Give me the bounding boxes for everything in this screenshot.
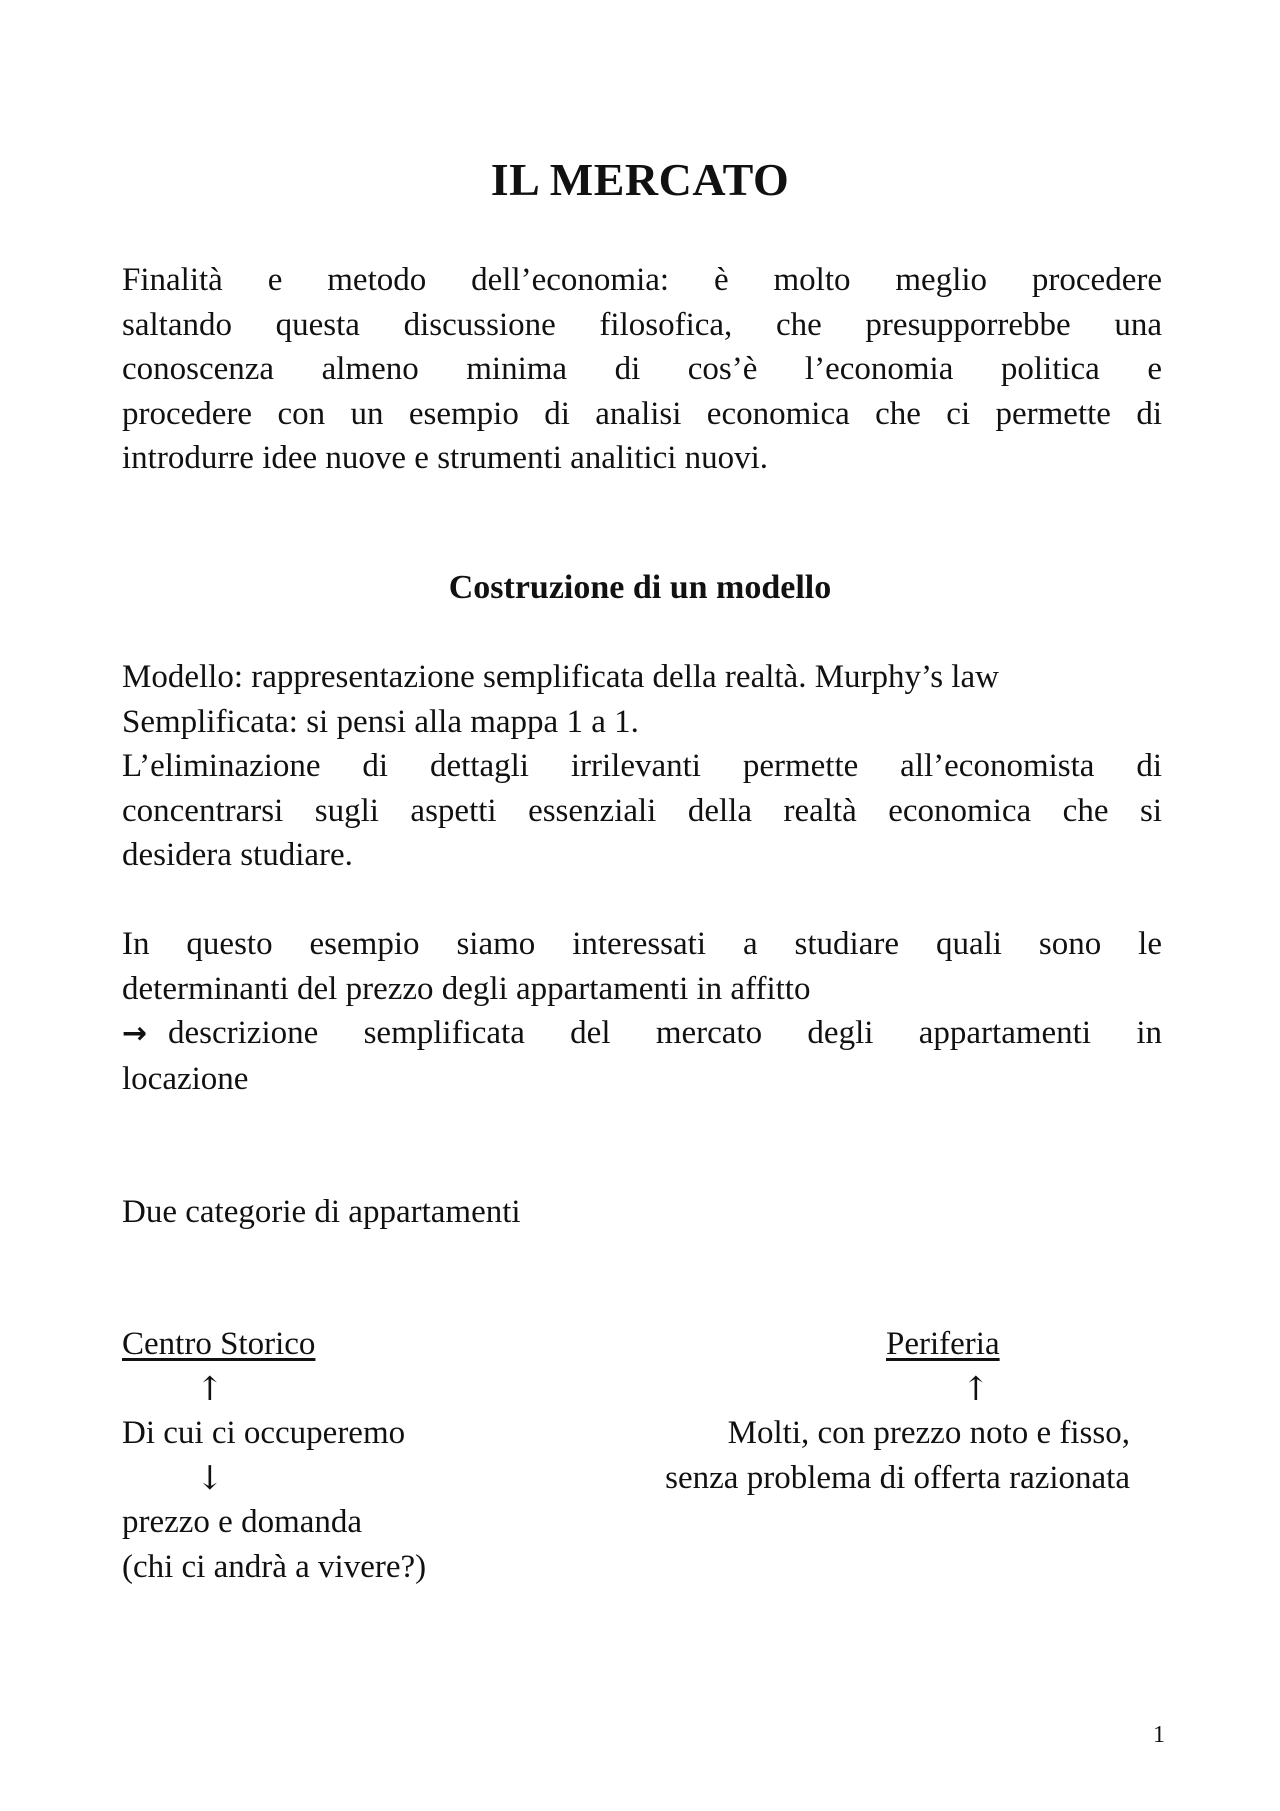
example-line: determinanti del prezzo degli appartamenti in affitto	[122, 970, 811, 1007]
model-paragraph	[122, 655, 1162, 878]
intro-line: introdurre idee nuove e strumenti analitici nuovi.	[122, 440, 769, 476]
example-line: locazione	[122, 1060, 249, 1097]
category-line: senza problema di offerta razionata	[665, 1460, 1130, 1496]
category-line: prezzo e domanda	[122, 1504, 363, 1540]
example-line: descrizione semplificata del mercato degli appartamenti in	[168, 1015, 1162, 1051]
up-arrow-icon: ↑	[196, 1369, 224, 1408]
intro-line: Finalità e metodo dell’economia: è molto meglio procedere	[122, 262, 1162, 298]
model-line: concentrarsi sugli aspetti essenziali della realtà economica che si	[122, 792, 1162, 829]
model-line: desidera studiare.	[122, 837, 353, 873]
categories-heading-text: Due categorie di appartamenti	[122, 1194, 521, 1230]
example-line: In questo esempio siamo interessati a studiare quali sono le	[122, 926, 1162, 962]
section-title: Costruzione di un modello	[448, 569, 832, 606]
page-number: 1	[1153, 1722, 1165, 1748]
category-line: Molti, con prezzo noto e fisso,	[727, 1415, 1130, 1451]
category-name: Centro Storico	[122, 1326, 316, 1362]
model-line: Semplificata: si pensi alla mappa 1 a 1.	[122, 703, 639, 740]
categories-heading	[122, 1190, 1162, 1235]
category-note: Di cui ci occuperemo	[122, 1415, 406, 1451]
category-centro-storico	[122, 1322, 315, 1367]
intro-line: procedere con un esempio di analisi economica che ci permette di	[122, 395, 1162, 432]
model-line: Modello: rappresentazione semplificata della realtà. Murphy’s law	[122, 659, 999, 695]
example-arrow-line	[122, 1011, 1162, 1057]
category-periferia	[886, 1322, 1000, 1367]
example-paragraph	[122, 922, 1162, 1101]
model-line: L’eliminazione di dettagli irrilevanti permette all’economista di	[122, 748, 1162, 784]
intro-line: saltando questa discussione filosofica, che presupporrebbe una	[122, 306, 1162, 343]
down-arrow-icon: ↓	[196, 1458, 224, 1497]
page-title: IL MERCATO	[490, 154, 790, 205]
category-line: (chi ci andrà a vivere?)	[122, 1549, 427, 1585]
category-name: Periferia	[886, 1326, 1000, 1362]
intro-paragraph	[122, 258, 1162, 481]
intro-line: conoscenza almeno minima di cos’è l’economia politica e	[122, 351, 1162, 387]
up-arrow-icon: ↑	[962, 1369, 990, 1408]
right-arrow-icon: →	[122, 1016, 148, 1051]
